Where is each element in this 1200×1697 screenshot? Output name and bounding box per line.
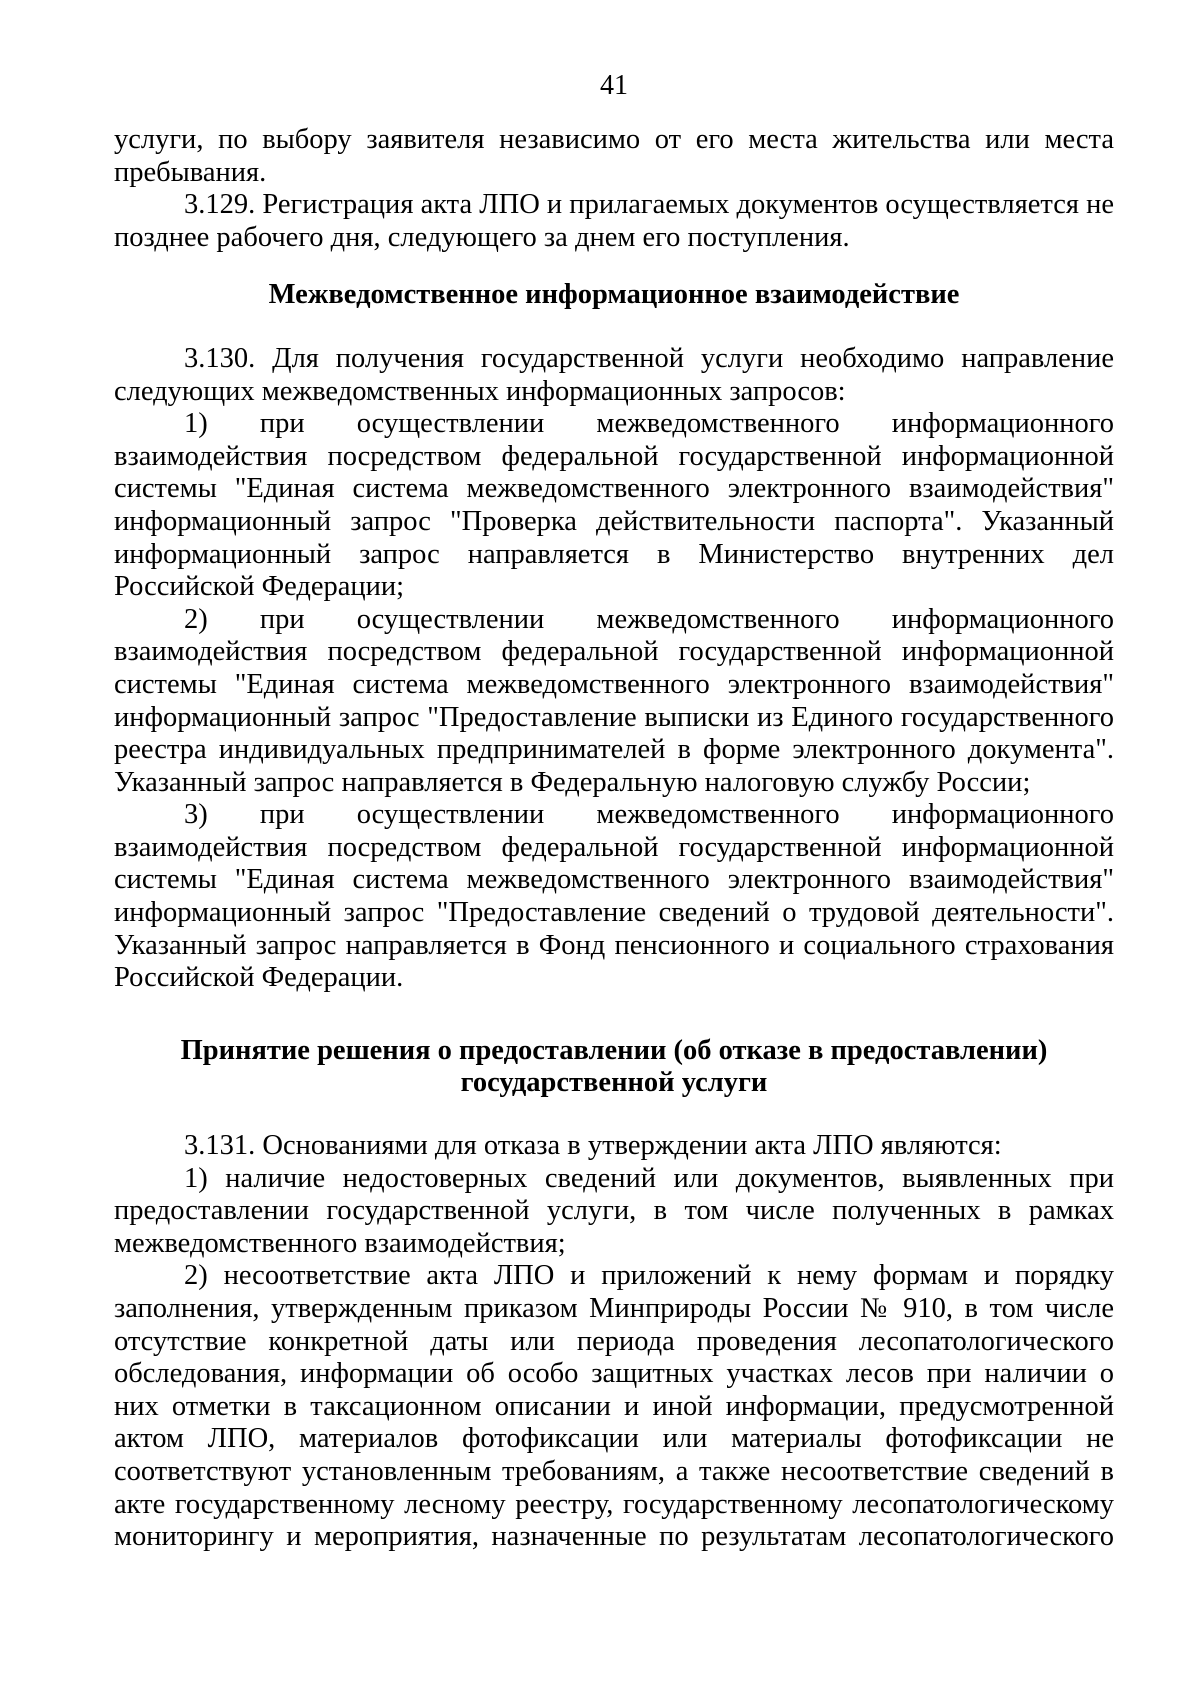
list-item-3-130-2: 2) при осуществлении межведомственного информационного взаимодействия посредством федеральной государственной информационной системы "Единая система межведомственного электронного взаимодействия" информационный запрос "Предоставление выписки из Единого государственного реестра индивидуальных предпринимателей в форме электронного документа". Указанный запрос направляется в Федеральную налоговую службу России; <box>114 603 1114 798</box>
list-item-3-131-1: 1) наличие недостоверных сведений или документов, выявленных при предоставлении государственной услуги, в том числе полученных в рамках межведомственного взаимодействия; <box>114 1162 1114 1259</box>
paragraph-continuation: услуги, по выбору заявителя независимо от его места жительства или места пребывания. <box>114 124 1114 188</box>
list-item-3-130-3: 3) при осуществлении межведомственного информационного взаимодействия посредством федеральной государственной информационной системы "Единая система межведомственного электронного взаимодействия" информационный запрос "Предоставление сведений о трудовой деятельности". Указанный запрос направляется в Фонд пенсионного и социального страхования Российской Федерации. <box>114 799 1114 994</box>
list-item-3-130-1: 1) при осуществлении межведомственного информационного взаимодействия посредством федеральной государственной информационной системы "Единая система межведомственного электронного взаимодействия" информационный запрос "Проверка действительности паспорта". Указанный информационный запрос направляется в Министерство внутренних дел Российской Федерации; <box>114 408 1114 603</box>
section-heading-decision-line2: государственной услуги <box>460 1067 768 1099</box>
section-heading-interagency: Межведомственное информационное взаимодействие <box>268 279 960 311</box>
paragraph-3-130: 3.130. Для получения государственной услуги необходимо направление следующих межведомственных информационных запросов: <box>114 342 1114 407</box>
section-heading-decision-line1: Принятие решения о предоставлении (об отказе в предоставлении) <box>180 1034 1048 1066</box>
document-page <box>114 70 1114 1554</box>
page-number: 41 <box>600 70 628 101</box>
list-item-3-131-2: 2) несоответствие акта ЛПО и приложений к нему формам и порядку заполнения, утвержденным приказом Минприроды России № 910, в том числе отсутствие конкретной даты или периода проведения лесопатологического обследования, информации об особо защитных участках лесов при наличии о них отметки в таксационном описании и иной информации, предусмотренной актом ЛПО, материалов фотофиксации или материалы фотофиксации не соответствуют установленным требованиям, а также несоответствие сведений в акте государственному лесному реестру, государственному лесопатологическому мониторингу и мероприятия, назначенные по результатам лесопатологического <box>114 1260 1114 1553</box>
paragraph-3-129: 3.129. Регистрация акта ЛПО и прилагаемых документов осуществляется не позднее рабочего дня, следующего за днем его поступления. <box>114 189 1114 253</box>
paragraph-3-131: 3.131. Основаниями для отказа в утверждении акта ЛПО являются: <box>184 1130 1002 1162</box>
